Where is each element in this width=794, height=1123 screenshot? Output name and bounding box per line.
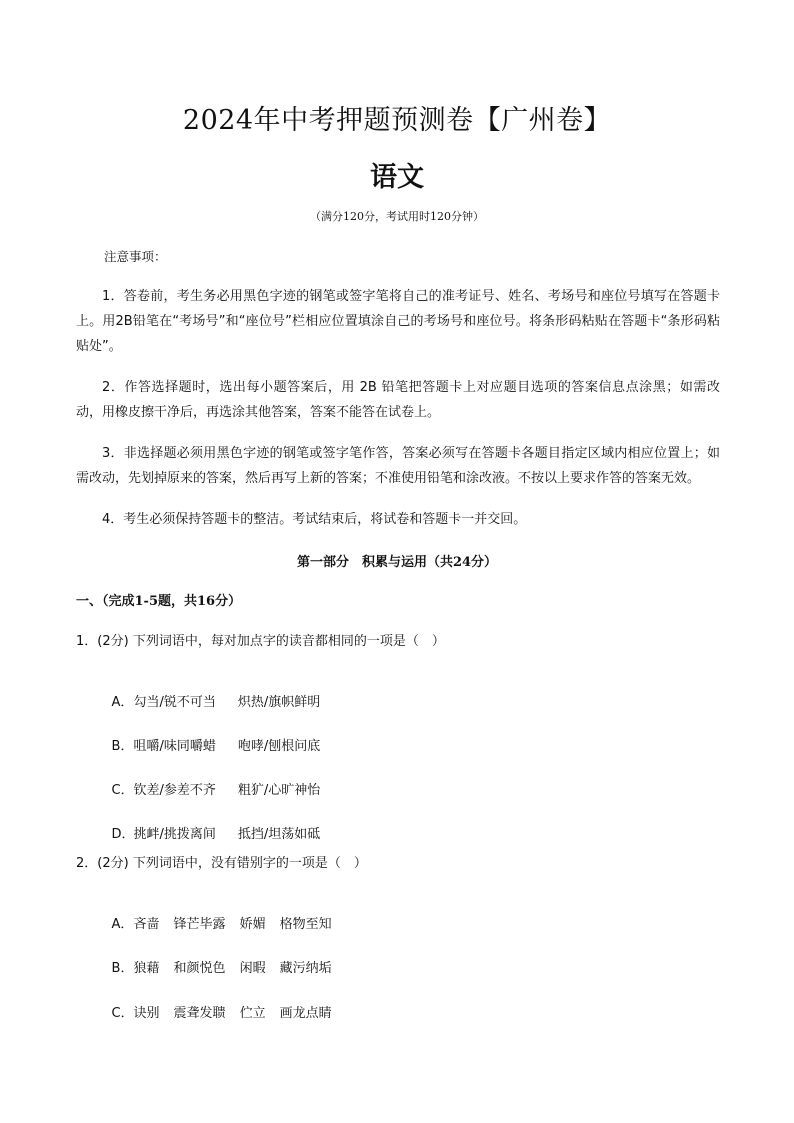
notice-item-1: 1．答卷前，考生务必用黑色字迹的钢笔或签字笔将自己的准考证号、姓名、考场号和座位号填写在答题卡上。用2B铅笔在“考场号”和“座位号”栏相应位置填涂自己的考场号和座位号。将条形码粘贴在答题卡“条形码粘贴处”。 (76, 289, 720, 354)
option-word-3: 娇媚 (239, 917, 266, 932)
notice-item-2: 2．作答选择题时，选出每小题答案后，用 2B 铅笔把答题卡上对应题目选项的答案信息点涂黑；如需改动，用橡皮擦干净后，再选涂其他答案，答案不能答在试卷上。 (76, 380, 720, 420)
option-letter: A． (111, 695, 134, 710)
option-word-4: 画龙点睛 (279, 1006, 332, 1021)
option-pair-1: 钦差/参差不齐 (133, 783, 216, 798)
question-1-option-d (95, 808, 320, 857)
question-1-option-b (95, 720, 320, 769)
question-1-stem: 1．(2分) 下列词语中，每对加点字的读音都相同的一项是（ ） (76, 634, 445, 649)
question-2-stem: 2．(2分) 下列词语中，没有错别字的一项是（ ） (76, 856, 367, 871)
option-word-1: 吝啬 (133, 917, 160, 932)
option-word-1: 诀别 (133, 1006, 160, 1021)
option-word-1: 狼藉 (133, 961, 160, 976)
option-letter: B． (111, 739, 134, 754)
option-letter: A． (111, 917, 134, 932)
option-word-2: 锋芒毕露 (173, 917, 226, 932)
question-1-option-a (95, 676, 320, 725)
subject-title: 语文 (370, 162, 424, 193)
option-letter: D． (111, 827, 135, 842)
option-word-4: 格物至知 (279, 917, 332, 932)
option-word-2: 震聋发聩 (173, 1006, 226, 1021)
question-2-option-a (95, 898, 332, 947)
notice-item-3: 3．非选择题必须用黑色字迹的钢笔或签字笔作答，答案必须写在答题卡各题目指定区域内相应位置上；如需改动，先划掉原来的答案，然后再写上新的答案；不准使用铅笔和涂改液。不按以上要求作答的答案无效。 (76, 446, 720, 486)
option-word-2: 和颜悦色 (173, 961, 226, 976)
notice-item-4: 4．考生必须保持答题卡的整洁。考试结束后，将试卷和答题卡一并交回。 (102, 512, 527, 527)
option-pair-2: 炽热/旗帜鲜明 (237, 695, 321, 710)
notice-heading: 注意事项： (104, 249, 167, 264)
option-pair-2: 粗犷/心旷神怡 (237, 783, 321, 798)
option-pair-1: 挑衅/挑拨离间 (133, 827, 216, 842)
question-1-option-c (95, 764, 320, 813)
option-letter: C． (111, 1006, 134, 1021)
option-word-3: 闲暇 (239, 961, 266, 976)
score-info: （满分120分，考试用时120分钟） (310, 210, 484, 223)
option-pair-2: 咆哮/刨根问底 (237, 739, 321, 754)
option-pair-1: 咀嚼/味同嚼蜡 (133, 739, 216, 754)
option-letter: B． (111, 961, 134, 976)
option-pair-2: 抵挡/坦荡如砥 (237, 827, 321, 842)
part-heading: 第一部分 积累与运用（共24分） (296, 555, 498, 570)
option-letter: C． (111, 783, 134, 798)
option-word-3: 伫立 (239, 1006, 266, 1021)
question-2-option-b (95, 942, 332, 991)
section-heading: 一、（完成1-5题，共16分） (76, 594, 242, 609)
option-word-4: 藏污纳垢 (279, 961, 332, 976)
option-pair-1: 勾当/锐不可当 (133, 695, 216, 710)
question-2-option-c (95, 987, 332, 1036)
exam-title: 2024年中考押题预测卷【广州卷】 (182, 105, 612, 136)
